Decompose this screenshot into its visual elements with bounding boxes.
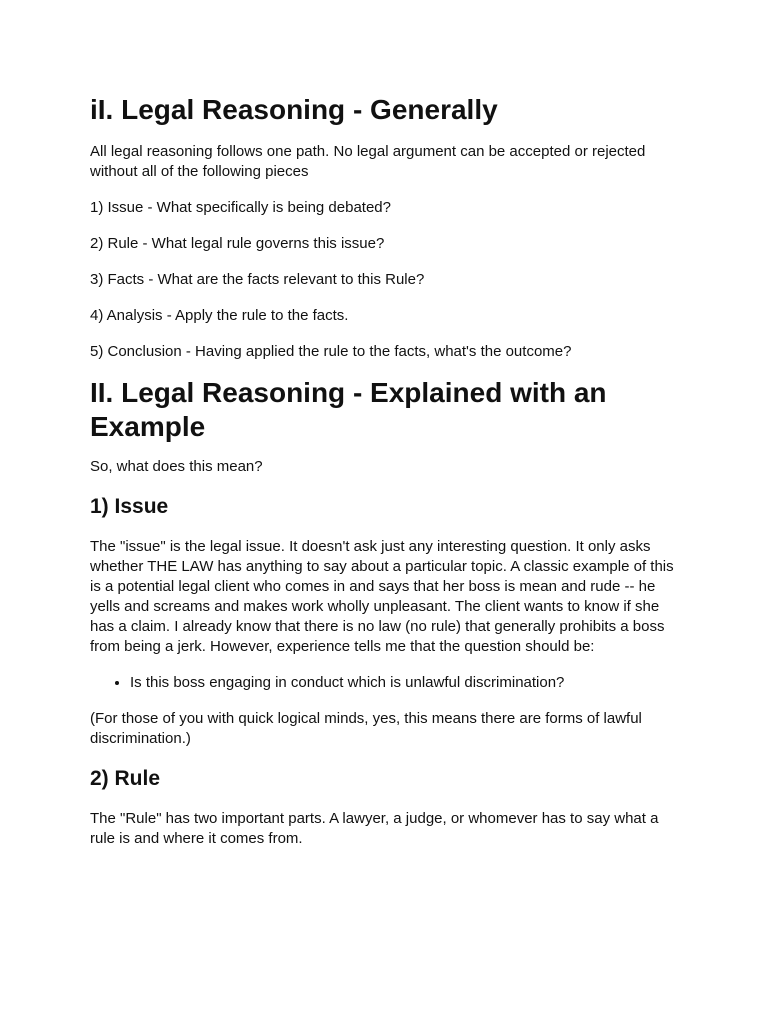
section-i-intro: All legal reasoning follows one path. No legal argument can be accepted or rejected without all of the following pieces	[90, 143, 646, 180]
section-ii-intro: So, what does this mean?	[90, 458, 263, 475]
rule-heading: 2) Rule	[90, 767, 161, 790]
step-analysis: 4) Analysis - Apply the rule to the facts.	[90, 307, 349, 324]
section-ii-heading: II. Legal Reasoning - Explained with an Example	[90, 377, 607, 442]
issue-heading: 1) Issue	[90, 495, 169, 518]
step-rule: 2) Rule - What legal rule governs this issue?	[90, 235, 385, 252]
step-facts: 3) Facts - What are the facts relevant to this Rule?	[90, 271, 425, 288]
rule-paragraph: The "Rule" has two important parts. A lawyer, a judge, or whomever has to say what a rule is and where it comes from.	[90, 810, 659, 847]
issue-bullet-item: • Is this boss engaging in conduct which is unlawful discrimination?	[130, 673, 678, 693]
issue-parenthetical: (For those of you with quick logical minds, yes, this means there are forms of lawful discrimination.)	[90, 710, 642, 747]
step-issue: 1) Issue - What specifically is being debated?	[90, 199, 391, 216]
issue-bullet-list	[90, 673, 678, 693]
step-conclusion: 5) Conclusion - Having applied the rule to the facts, what's the outcome?	[90, 343, 572, 360]
section-i-heading: iI. Legal Reasoning - Generally	[90, 94, 498, 125]
issue-paragraph: The "issue" is the legal issue. It doesn't ask just any interesting question. It only asks whether THE LAW has anything to say about a particular topic. A classic example of this is a potential legal client who comes in and says that her boss is mean and rude -- he yells and screams and makes work wholly unpleasant. The client wants to know if she has a claim. I already know that there is no law (no rule) that generally prohibits a boss from being a jerk. However, experience tells me that the question should be:	[90, 538, 674, 655]
